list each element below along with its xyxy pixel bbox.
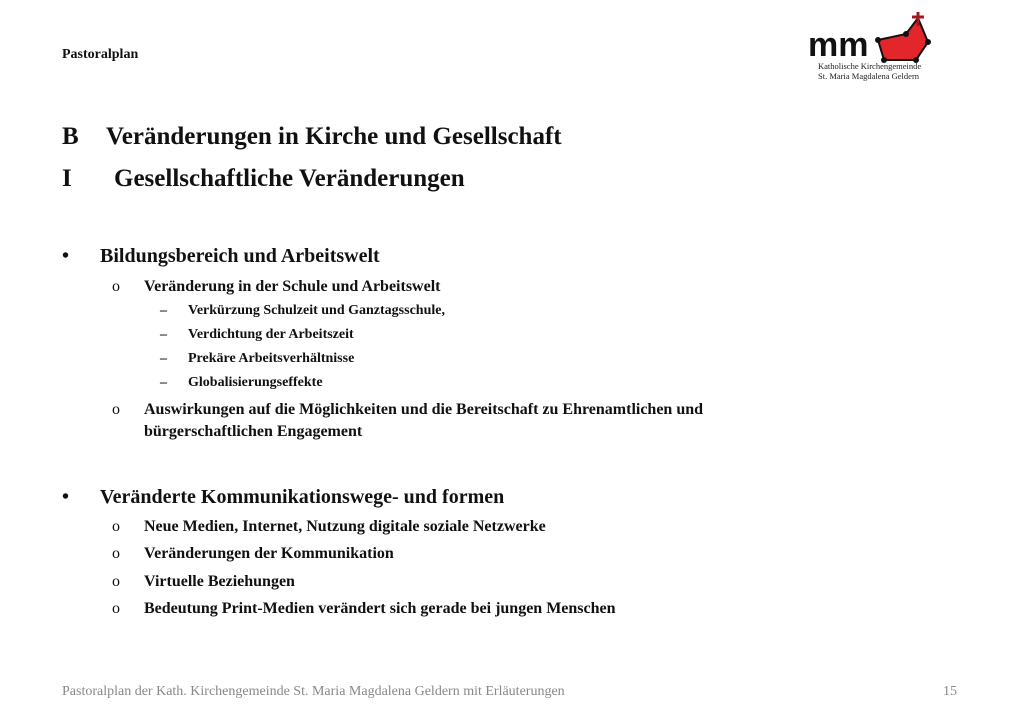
title-2-text: Gesellschaftliche Veränderungen bbox=[114, 165, 465, 192]
dash-marker: – bbox=[160, 303, 167, 318]
dash-marker: – bbox=[160, 375, 167, 390]
circle-marker: o bbox=[112, 600, 120, 617]
page-number: 15 bbox=[943, 684, 957, 699]
bullet-marker: • bbox=[62, 245, 70, 267]
title-line-2 bbox=[62, 164, 465, 194]
circle-marker: o bbox=[112, 278, 120, 295]
circle-marker: o bbox=[112, 545, 120, 562]
bullet-marker: • bbox=[62, 486, 70, 508]
parish-logo bbox=[806, 12, 936, 87]
title-1-number: B bbox=[62, 123, 79, 150]
circle-marker: o bbox=[112, 518, 120, 535]
circle-marker: o bbox=[112, 401, 120, 418]
logo-line-2: St. Maria Magdalena Geldern bbox=[818, 71, 920, 81]
title-line-1 bbox=[62, 122, 562, 152]
title-1-text: Veränderungen in Kirche und Gesellschaft bbox=[106, 123, 562, 150]
dash-marker: – bbox=[160, 351, 167, 366]
logo-mark: mm bbox=[808, 26, 869, 64]
title-2-number: I bbox=[62, 165, 72, 192]
logo-line-1: Katholische Kirchengemeinde bbox=[818, 61, 922, 71]
dash-marker: – bbox=[160, 327, 167, 342]
footer-text: Pastoralplan der Kath. Kirchengemeinde St. Maria Magdalena Geldern mit Erläuterungen bbox=[62, 684, 565, 699]
header-label: Pastoralplan bbox=[62, 47, 139, 62]
circle-marker: o bbox=[112, 573, 120, 590]
